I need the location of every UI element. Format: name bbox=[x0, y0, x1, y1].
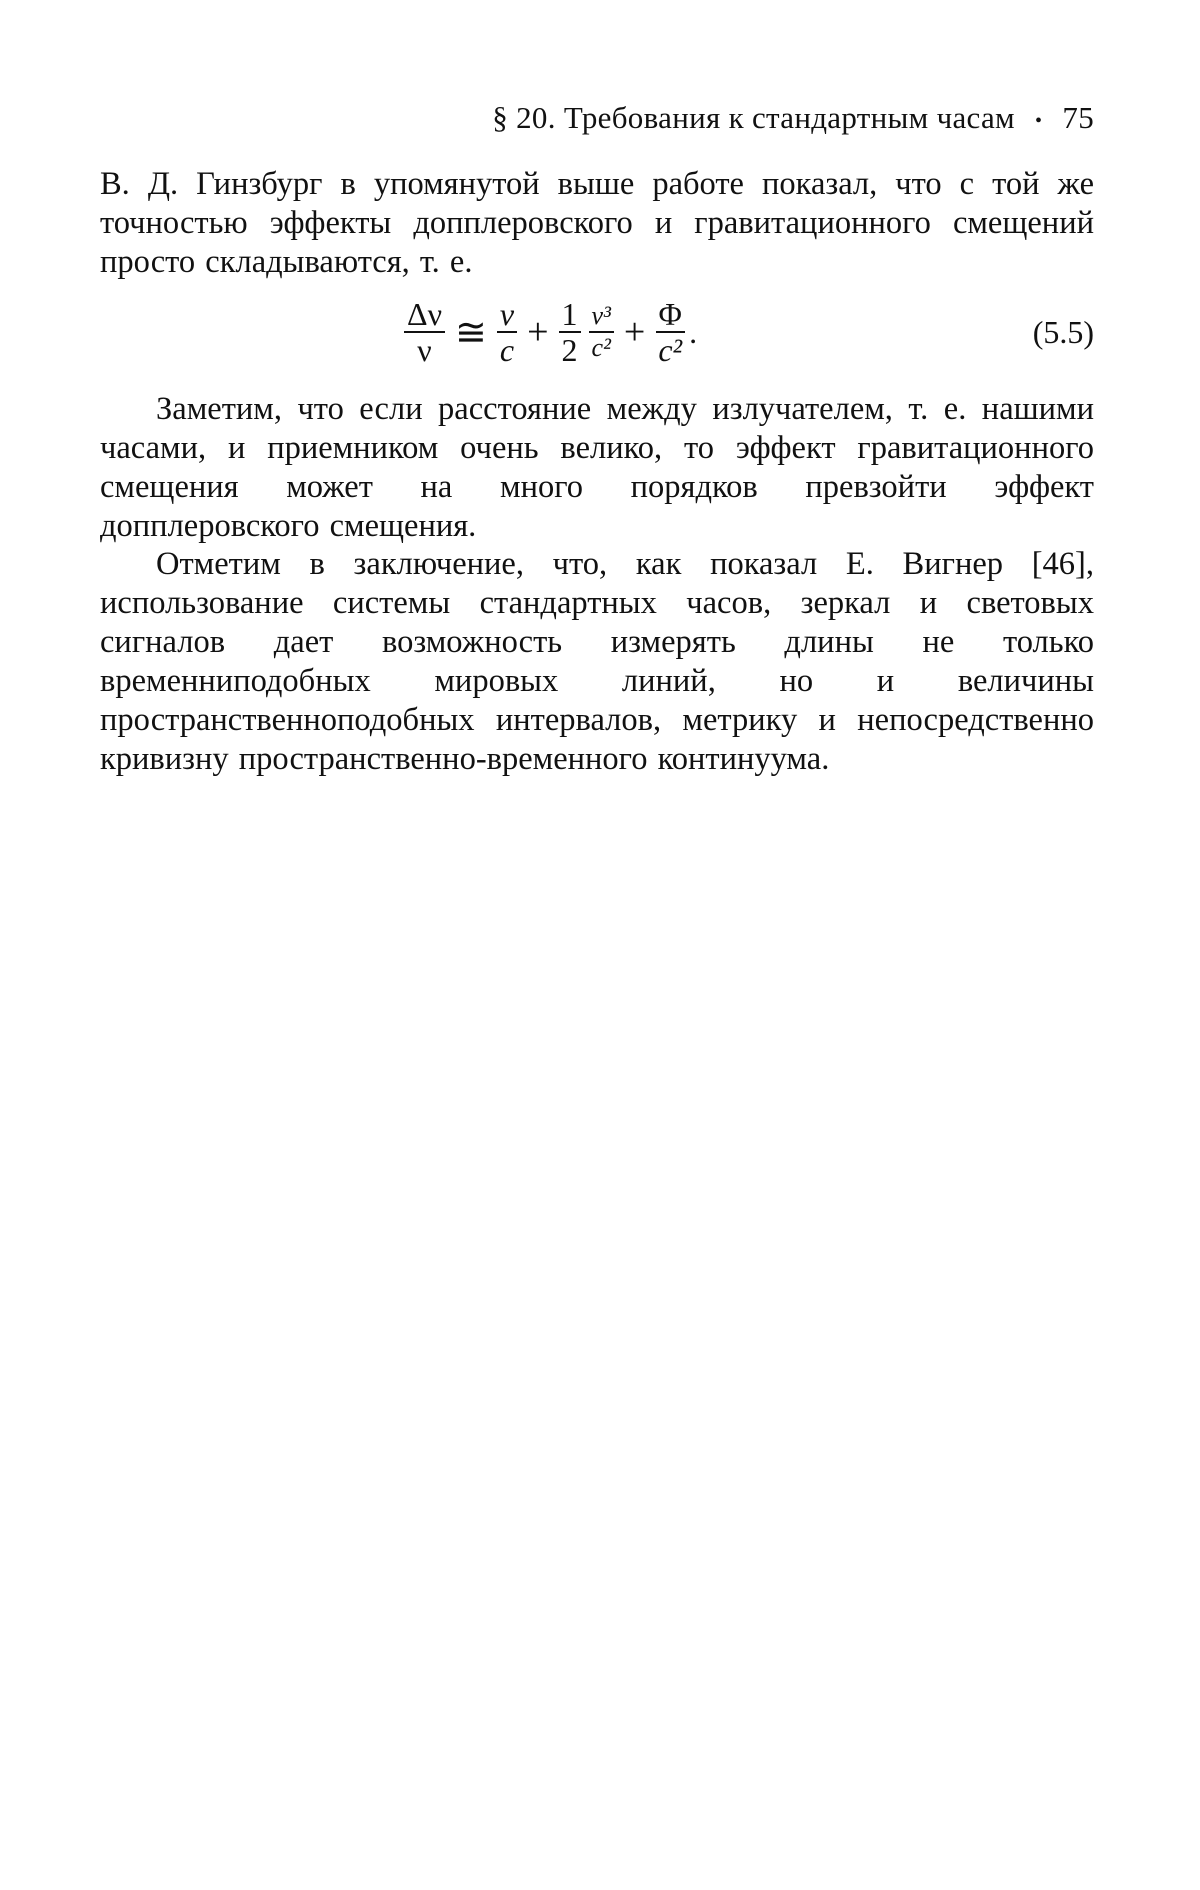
fraction-v-over-c bbox=[497, 297, 517, 367]
fraction-delta-nu bbox=[404, 297, 445, 367]
fraction-denominator: 2 bbox=[561, 332, 578, 368]
paragraph-ginzburg: В. Д. Гинзбург в упомянутой выше работе показал, что с той же точностью эффекты допплеровского и гравитационного смещений просто складываются, т. е. bbox=[100, 166, 1094, 280]
fraction-numerator: v bbox=[497, 297, 517, 333]
plus-sign: + bbox=[527, 311, 549, 353]
equation-number: (5.5) bbox=[1032, 314, 1094, 350]
fraction-numerator: 1 bbox=[559, 297, 581, 333]
formula-body bbox=[400, 292, 697, 372]
fraction-numerator: Δν bbox=[404, 297, 445, 333]
fraction-one-half bbox=[559, 297, 581, 367]
running-head bbox=[100, 98, 1094, 141]
fraction-denominator: c bbox=[499, 332, 515, 368]
fraction-phi-over-c2 bbox=[655, 297, 685, 367]
fraction-denominator: c² bbox=[591, 333, 611, 362]
fraction-v3-over-c2 bbox=[589, 301, 614, 363]
fraction-numerator: v³ bbox=[589, 301, 614, 333]
equation-5-5 bbox=[100, 292, 1094, 372]
plus-sign: + bbox=[623, 311, 646, 353]
header-separator: • bbox=[1035, 109, 1043, 132]
section-title: § 20. Требования к стандартным часам bbox=[492, 100, 1015, 135]
paragraph-distance-note: Заметим, что если расстояние между излучателем, т. е. нашими часами, и приемником очень велико, то эффект гравитационного смещения может на много порядков превзойти эффект допплеровского смещения. bbox=[100, 391, 1094, 544]
fraction-denominator: c² bbox=[658, 332, 683, 368]
fraction-denominator: ν bbox=[417, 332, 432, 368]
formula-period: . bbox=[689, 313, 698, 350]
page-number: 75 bbox=[1062, 100, 1094, 135]
approx-sign: ≅ bbox=[455, 311, 487, 354]
paragraph-wigner-conclusion: Отметим в заключение, что, как показал Е. Вигнер [46], использование системы стандартных часов, зеркал и световых сигналов дает возможность измерять длины не только временниподобных мировых линий, но и величины пространственноподобных интервалов, метрику и непосредственно кривизну пространственно-временного континуума. bbox=[100, 546, 1094, 777]
fraction-numerator: Φ bbox=[656, 297, 685, 333]
